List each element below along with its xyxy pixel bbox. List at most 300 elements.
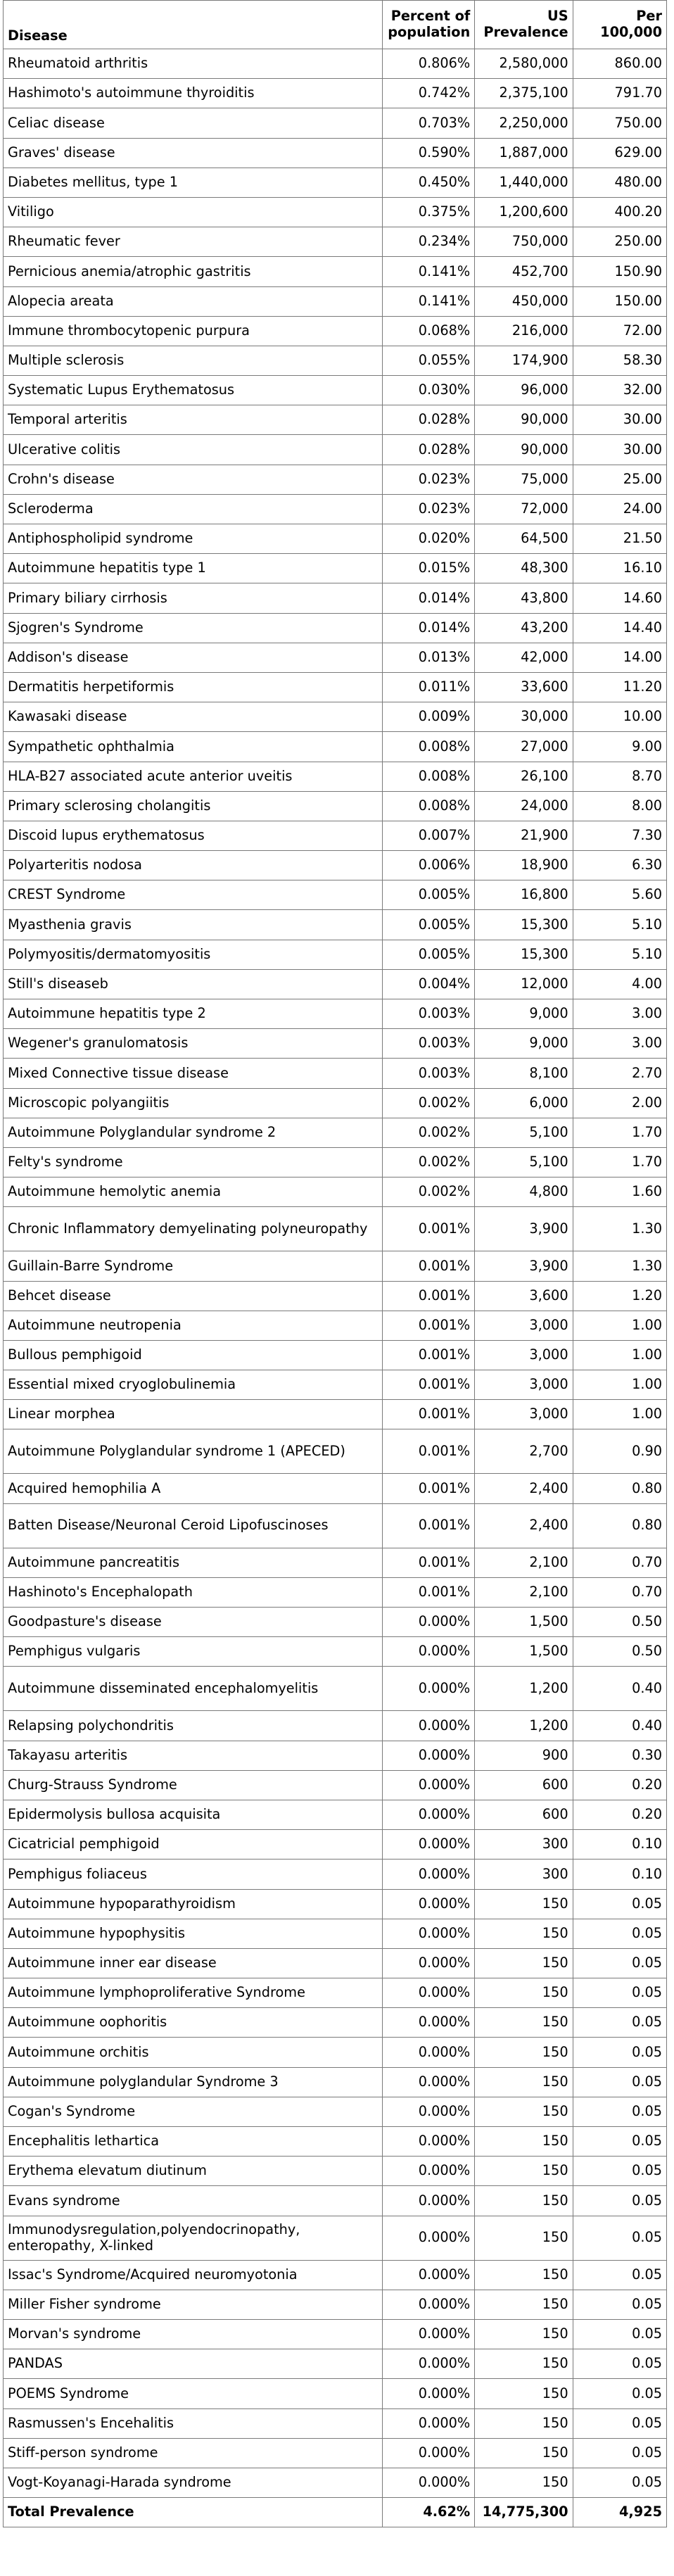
- percent-cell: 0.005%: [383, 940, 475, 969]
- percent-cell: 0.001%: [383, 1400, 475, 1429]
- table-row: [4, 49, 667, 79]
- table-row: [4, 851, 667, 880]
- table-row: [4, 2097, 667, 2126]
- per-100000-cell: 0.05: [573, 1889, 666, 1919]
- percent-cell: 0.009%: [383, 702, 475, 732]
- per-100000-cell: 1.70: [573, 1118, 666, 1147]
- table-body: [4, 49, 667, 2498]
- per-100000-cell: 8.00: [573, 791, 666, 821]
- per-100000-cell: 30.00: [573, 405, 666, 435]
- table-row: [4, 2186, 667, 2216]
- percent-cell: 0.001%: [383, 1281, 475, 1311]
- table-row: [4, 1474, 667, 1503]
- table-row: [4, 316, 667, 346]
- percent-cell: 0.000%: [383, 2290, 475, 2319]
- disease-cell: Alopecia areata: [4, 286, 383, 316]
- per-100000-cell: 0.50: [573, 1637, 666, 1667]
- per-100000-cell: 0.90: [573, 1429, 666, 1474]
- disease-cell: Essential mixed cryoglobulinemia: [4, 1370, 383, 1400]
- disease-cell: Erythema elevatum diutinum: [4, 2157, 383, 2186]
- table-row: [4, 1608, 667, 1637]
- us-prevalence-cell: 2,100: [475, 1577, 573, 1607]
- us-prevalence-cell: 150: [475, 2319, 573, 2349]
- table-row: [4, 1860, 667, 1889]
- table-row: [4, 197, 667, 227]
- us-prevalence-cell: 90,000: [475, 435, 573, 465]
- percent-cell: 0.000%: [383, 1711, 475, 1741]
- percent-cell: 0.000%: [383, 2127, 475, 2157]
- us-prevalence-cell: 150: [475, 2468, 573, 2497]
- disease-cell: Polymyositis/dermatomyositis: [4, 940, 383, 969]
- per-100000-cell: 3.00: [573, 1029, 666, 1059]
- disease-cell: Linear morphea: [4, 1400, 383, 1429]
- percent-cell: 0.450%: [383, 168, 475, 197]
- us-prevalence-cell: 3,000: [475, 1311, 573, 1340]
- us-prevalence-cell: 24,000: [475, 791, 573, 821]
- disease-cell: Bullous pemphigoid: [4, 1340, 383, 1370]
- percent-cell: 0.005%: [383, 880, 475, 910]
- table-row: [4, 79, 667, 108]
- percent-cell: 0.000%: [383, 1800, 475, 1829]
- disease-cell: Churg-Strauss Syndrome: [4, 1770, 383, 1800]
- per-100000-cell: 1.00: [573, 1340, 666, 1370]
- percent-cell: 0.000%: [383, 2216, 475, 2260]
- percent-cell: 0.003%: [383, 999, 475, 1029]
- per-100000-cell: 0.70: [573, 1548, 666, 1577]
- percent-cell: 0.000%: [383, 1667, 475, 1711]
- total-label: Total Prevalence: [4, 2498, 383, 2527]
- per-100000-cell: 24.00: [573, 494, 666, 524]
- percent-cell: 0.013%: [383, 643, 475, 672]
- us-prevalence-cell: 150: [475, 2438, 573, 2468]
- disease-cell: Graves' disease: [4, 138, 383, 168]
- disease-cell: Issac's Syndrome/Acquired neuromyotonia: [4, 2260, 383, 2290]
- percent-cell: 0.001%: [383, 1207, 475, 1251]
- disease-cell: Sympathetic ophthalmia: [4, 732, 383, 762]
- disease-cell: POEMS Syndrome: [4, 2379, 383, 2408]
- table-row: [4, 880, 667, 910]
- table-row: [4, 1281, 667, 1311]
- table-row: [4, 1118, 667, 1147]
- percent-cell: 0.001%: [383, 1577, 475, 1607]
- disease-cell: Autoimmune inner ear disease: [4, 1948, 383, 1978]
- table-row: [4, 643, 667, 672]
- per-100000-cell: 629.00: [573, 138, 666, 168]
- percent-cell: 0.000%: [383, 2097, 475, 2126]
- table-row: [4, 405, 667, 435]
- us-prevalence-cell: 16,800: [475, 880, 573, 910]
- us-prevalence-cell: 26,100: [475, 762, 573, 791]
- disease-cell: Discoid lupus erythematosus: [4, 821, 383, 850]
- table-row: [4, 2038, 667, 2067]
- disease-cell: Hashimoto's autoimmune thyroiditis: [4, 79, 383, 108]
- us-prevalence-cell: 12,000: [475, 969, 573, 999]
- percent-cell: 0.001%: [383, 1503, 475, 1548]
- us-prevalence-cell: 216,000: [475, 316, 573, 346]
- table-row: [4, 2379, 667, 2408]
- us-prevalence-cell: 5,100: [475, 1147, 573, 1177]
- disease-cell: Rasmussen's Encehalitis: [4, 2408, 383, 2438]
- disease-cell: Cicatricial pemphigoid: [4, 1830, 383, 1860]
- percent-cell: 0.000%: [383, 2067, 475, 2097]
- us-prevalence-cell: 150: [475, 1889, 573, 1919]
- per-100000-cell: 0.05: [573, 2067, 666, 2097]
- per-100000-cell: 72.00: [573, 316, 666, 346]
- table-row: [4, 554, 667, 583]
- us-prevalence-cell: 150: [475, 2379, 573, 2408]
- us-prevalence-cell: 150: [475, 1978, 573, 2008]
- percent-cell: 0.000%: [383, 2186, 475, 2216]
- total-percent: 4.62%: [383, 2498, 475, 2527]
- total-per-100000: 4,925: [573, 2498, 666, 2527]
- disease-cell: Epidermolysis bullosa acquisita: [4, 1800, 383, 1829]
- us-prevalence-cell: 150: [475, 2127, 573, 2157]
- us-prevalence-cell: 150: [475, 2290, 573, 2319]
- us-prevalence-cell: 1,887,000: [475, 138, 573, 168]
- percent-cell: 0.068%: [383, 316, 475, 346]
- table-row: [4, 1207, 667, 1251]
- us-prevalence-cell: 2,100: [475, 1548, 573, 1577]
- disease-cell: Primary biliary cirrhosis: [4, 583, 383, 613]
- disease-cell: Vitiligo: [4, 197, 383, 227]
- disease-cell: PANDAS: [4, 2349, 383, 2379]
- us-prevalence-cell: 452,700: [475, 257, 573, 286]
- table-row: [4, 1741, 667, 1770]
- disease-cell: Relapsing polychondritis: [4, 1711, 383, 1741]
- per-100000-cell: 0.05: [573, 2008, 666, 2038]
- us-prevalence-cell: 300: [475, 1830, 573, 1860]
- disease-cell: Autoimmune hypoparathyroidism: [4, 1889, 383, 1919]
- table-row: [4, 524, 667, 554]
- table-row: [4, 2127, 667, 2157]
- us-prevalence-cell: 1,200: [475, 1667, 573, 1711]
- per-100000-cell: 0.05: [573, 2319, 666, 2349]
- per-100000-cell: 0.05: [573, 1919, 666, 1948]
- us-prevalence-cell: 1,440,000: [475, 168, 573, 197]
- us-prevalence-cell: 2,400: [475, 1503, 573, 1548]
- per-100000-cell: 14.40: [573, 613, 666, 643]
- header-per-100000: Per 100,000: [573, 1, 666, 49]
- per-100000-cell: 1.00: [573, 1370, 666, 1400]
- us-prevalence-cell: 450,000: [475, 286, 573, 316]
- disease-cell: Rheumatoid arthritis: [4, 49, 383, 79]
- per-100000-cell: 8.70: [573, 762, 666, 791]
- per-100000-cell: 0.50: [573, 1608, 666, 1637]
- disease-cell: Autoimmune neutropenia: [4, 1311, 383, 1340]
- disease-cell: Pernicious anemia/atrophic gastritis: [4, 257, 383, 286]
- per-100000-cell: 10.00: [573, 702, 666, 732]
- disease-cell: Miller Fisher syndrome: [4, 2290, 383, 2319]
- us-prevalence-cell: 150: [475, 2349, 573, 2379]
- per-100000-cell: 5.10: [573, 910, 666, 940]
- disease-cell: Wegener's granulomatosis: [4, 1029, 383, 1059]
- per-100000-cell: 3.00: [573, 999, 666, 1029]
- per-100000-cell: 250.00: [573, 227, 666, 257]
- disease-cell: Encephalitis lethartica: [4, 2127, 383, 2157]
- us-prevalence-cell: 150: [475, 2186, 573, 2216]
- disease-cell: Morvan's syndrome: [4, 2319, 383, 2349]
- per-100000-cell: 7.30: [573, 821, 666, 850]
- table-row: [4, 435, 667, 465]
- table-row: [4, 1800, 667, 1829]
- us-prevalence-cell: 64,500: [475, 524, 573, 554]
- us-prevalence-cell: 5,100: [475, 1118, 573, 1147]
- us-prevalence-cell: 174,900: [475, 346, 573, 375]
- table-row: [4, 1637, 667, 1667]
- table-row: [4, 138, 667, 168]
- per-100000-cell: 0.05: [573, 2260, 666, 2290]
- us-prevalence-cell: 3,000: [475, 1370, 573, 1400]
- disease-cell: Acquired hemophilia A: [4, 1474, 383, 1503]
- per-100000-cell: 0.05: [573, 1948, 666, 1978]
- us-prevalence-cell: 300: [475, 1860, 573, 1889]
- us-prevalence-cell: 2,250,000: [475, 108, 573, 138]
- us-prevalence-cell: 1,500: [475, 1608, 573, 1637]
- us-prevalence-cell: 8,100: [475, 1059, 573, 1088]
- table-row: [4, 2468, 667, 2497]
- us-prevalence-cell: 27,000: [475, 732, 573, 762]
- us-prevalence-cell: 150: [475, 2097, 573, 2126]
- percent-cell: 0.000%: [383, 2408, 475, 2438]
- disease-cell: Goodpasture's disease: [4, 1608, 383, 1637]
- per-100000-cell: 0.05: [573, 2038, 666, 2067]
- per-100000-cell: 2.00: [573, 1088, 666, 1118]
- us-prevalence-cell: 3,900: [475, 1207, 573, 1251]
- table-row: [4, 1429, 667, 1474]
- per-100000-cell: 4.00: [573, 969, 666, 999]
- table-row: [4, 1770, 667, 1800]
- per-100000-cell: 0.05: [573, 1978, 666, 2008]
- per-100000-cell: 0.05: [573, 2157, 666, 2186]
- percent-cell: 0.001%: [383, 1370, 475, 1400]
- table-row: [4, 702, 667, 732]
- table-row: [4, 2260, 667, 2290]
- per-100000-cell: 0.05: [573, 2438, 666, 2468]
- us-prevalence-cell: 15,300: [475, 910, 573, 940]
- percent-cell: 0.005%: [383, 910, 475, 940]
- percent-cell: 0.703%: [383, 108, 475, 138]
- percent-cell: 0.000%: [383, 2038, 475, 2067]
- percent-cell: 0.028%: [383, 405, 475, 435]
- percent-cell: 0.141%: [383, 257, 475, 286]
- per-100000-cell: 0.05: [573, 2379, 666, 2408]
- per-100000-cell: 0.40: [573, 1667, 666, 1711]
- table-row: [4, 2067, 667, 2097]
- table-row: [4, 168, 667, 197]
- disease-cell: Polyarteritis nodosa: [4, 851, 383, 880]
- per-100000-cell: 11.20: [573, 672, 666, 702]
- disease-cell: Autoimmune Polyglandular syndrome 2: [4, 1118, 383, 1147]
- per-100000-cell: 0.05: [573, 2097, 666, 2126]
- table-row: [4, 108, 667, 138]
- percent-cell: 0.000%: [383, 2157, 475, 2186]
- percent-cell: 0.002%: [383, 1118, 475, 1147]
- percent-cell: 0.014%: [383, 583, 475, 613]
- percent-cell: 0.590%: [383, 138, 475, 168]
- disease-cell: Kawasaki disease: [4, 702, 383, 732]
- disease-cell: Pemphigus foliaceus: [4, 1860, 383, 1889]
- disease-cell: Autoimmune hypophysitis: [4, 1919, 383, 1948]
- us-prevalence-cell: 42,000: [475, 643, 573, 672]
- per-100000-cell: 860.00: [573, 49, 666, 79]
- percent-cell: 0.002%: [383, 1088, 475, 1118]
- table-row: [4, 1948, 667, 1978]
- disease-cell: Autoimmune orchitis: [4, 2038, 383, 2067]
- percent-cell: 0.028%: [383, 435, 475, 465]
- table-row: [4, 583, 667, 613]
- per-100000-cell: 0.40: [573, 1711, 666, 1741]
- per-100000-cell: 0.05: [573, 2186, 666, 2216]
- per-100000-cell: 150.00: [573, 286, 666, 316]
- table-row: [4, 910, 667, 940]
- percent-cell: 0.011%: [383, 672, 475, 702]
- table-row: [4, 2216, 667, 2260]
- per-100000-cell: 1.30: [573, 1207, 666, 1251]
- us-prevalence-cell: 150: [475, 1948, 573, 1978]
- disease-cell: Scleroderma: [4, 494, 383, 524]
- us-prevalence-cell: 2,400: [475, 1474, 573, 1503]
- table-row: [4, 2319, 667, 2349]
- per-100000-cell: 58.30: [573, 346, 666, 375]
- percent-cell: 0.000%: [383, 1830, 475, 1860]
- percent-cell: 0.008%: [383, 732, 475, 762]
- per-100000-cell: 0.70: [573, 1577, 666, 1607]
- table-row: [4, 227, 667, 257]
- disease-cell: Microscopic polyangiitis: [4, 1088, 383, 1118]
- us-prevalence-cell: 33,600: [475, 672, 573, 702]
- percent-cell: 0.000%: [383, 2468, 475, 2497]
- table-row: [4, 346, 667, 375]
- us-prevalence-cell: 9,000: [475, 1029, 573, 1059]
- us-prevalence-cell: 2,700: [475, 1429, 573, 1474]
- percent-cell: 0.000%: [383, 2349, 475, 2379]
- percent-cell: 0.000%: [383, 1741, 475, 1770]
- table-row: [4, 1251, 667, 1281]
- disease-cell: Cogan's Syndrome: [4, 2097, 383, 2126]
- percent-cell: 0.020%: [383, 524, 475, 554]
- table-row: [4, 1830, 667, 1860]
- percent-cell: 0.002%: [383, 1177, 475, 1207]
- per-100000-cell: 750.00: [573, 108, 666, 138]
- per-100000-cell: 1.60: [573, 1177, 666, 1207]
- table-row: [4, 1029, 667, 1059]
- us-prevalence-cell: 600: [475, 1800, 573, 1829]
- percent-cell: 0.000%: [383, 1978, 475, 2008]
- percent-cell: 0.000%: [383, 1637, 475, 1667]
- disease-cell: Autoimmune hepatitis type 2: [4, 999, 383, 1029]
- table-row: [4, 376, 667, 405]
- us-prevalence-cell: 150: [475, 2067, 573, 2097]
- table-row: [4, 2157, 667, 2186]
- disease-cell: Behcet disease: [4, 1281, 383, 1311]
- disease-cell: Antiphospholipid syndrome: [4, 524, 383, 554]
- per-100000-cell: 30.00: [573, 435, 666, 465]
- disease-cell: Crohn's disease: [4, 465, 383, 494]
- disease-cell: Autoimmune pancreatitis: [4, 1548, 383, 1577]
- table-row: [4, 286, 667, 316]
- percent-cell: 0.014%: [383, 613, 475, 643]
- disease-cell: Multiple sclerosis: [4, 346, 383, 375]
- percent-cell: 0.003%: [383, 1029, 475, 1059]
- disease-cell: Autoimmune polyglandular Syndrome 3: [4, 2067, 383, 2097]
- table-row: [4, 999, 667, 1029]
- table-row: [4, 732, 667, 762]
- per-100000-cell: 0.05: [573, 2349, 666, 2379]
- table-row: [4, 1088, 667, 1118]
- percent-cell: 0.001%: [383, 1474, 475, 1503]
- percent-cell: 0.000%: [383, 1608, 475, 1637]
- table-row: [4, 257, 667, 286]
- per-100000-cell: 25.00: [573, 465, 666, 494]
- disease-cell: Hashinoto's Encephalopath: [4, 1577, 383, 1607]
- disease-cell: Pemphigus vulgaris: [4, 1637, 383, 1667]
- us-prevalence-cell: 2,375,100: [475, 79, 573, 108]
- table-row: [4, 2290, 667, 2319]
- percent-cell: 0.000%: [383, 2008, 475, 2038]
- disease-cell: Autoimmune disseminated encephalomyelitis: [4, 1667, 383, 1711]
- us-prevalence-cell: 6,000: [475, 1088, 573, 1118]
- us-prevalence-cell: 21,900: [475, 821, 573, 850]
- disease-cell: Addison's disease: [4, 643, 383, 672]
- us-prevalence-cell: 30,000: [475, 702, 573, 732]
- us-prevalence-cell: 150: [475, 2157, 573, 2186]
- us-prevalence-cell: 96,000: [475, 376, 573, 405]
- us-prevalence-cell: 150: [475, 1919, 573, 1948]
- per-100000-cell: 0.05: [573, 2468, 666, 2497]
- table-row: [4, 969, 667, 999]
- per-100000-cell: 0.20: [573, 1800, 666, 1829]
- percent-cell: 0.008%: [383, 762, 475, 791]
- table-row: [4, 465, 667, 494]
- disease-cell: Dermatitis herpetiformis: [4, 672, 383, 702]
- table-row: [4, 1978, 667, 2008]
- per-100000-cell: 9.00: [573, 732, 666, 762]
- percent-cell: 0.002%: [383, 1147, 475, 1177]
- table-row: [4, 1370, 667, 1400]
- percent-cell: 0.000%: [383, 2319, 475, 2349]
- header-disease: Disease: [4, 1, 383, 49]
- disease-cell: Chronic Inflammatory demyelinating polyneuropathy: [4, 1207, 383, 1251]
- disease-cell: HLA-B27 associated acute anterior uveitis: [4, 762, 383, 791]
- header-us-prevalence: US Prevalence: [475, 1, 573, 49]
- us-prevalence-cell: 15,300: [475, 940, 573, 969]
- prevalence-table: [3, 0, 667, 2527]
- disease-cell: Felty's syndrome: [4, 1147, 383, 1177]
- table-row: [4, 2008, 667, 2038]
- percent-cell: 0.000%: [383, 1948, 475, 1978]
- table-row: [4, 672, 667, 702]
- total-row: [4, 2498, 667, 2527]
- percent-cell: 0.000%: [383, 2438, 475, 2468]
- disease-cell: Celiac disease: [4, 108, 383, 138]
- per-100000-cell: 1.70: [573, 1147, 666, 1177]
- us-prevalence-cell: 600: [475, 1770, 573, 1800]
- us-prevalence-cell: 150: [475, 2008, 573, 2038]
- disease-cell: Myasthenia gravis: [4, 910, 383, 940]
- table-row: [4, 2438, 667, 2468]
- us-prevalence-cell: 48,300: [475, 554, 573, 583]
- disease-cell: Vogt-Koyanagi-Harada syndrome: [4, 2468, 383, 2497]
- percent-cell: 0.234%: [383, 227, 475, 257]
- us-prevalence-cell: 18,900: [475, 851, 573, 880]
- us-prevalence-cell: 150: [475, 2408, 573, 2438]
- percent-cell: 0.000%: [383, 1770, 475, 1800]
- us-prevalence-cell: 3,600: [475, 1281, 573, 1311]
- per-100000-cell: 14.00: [573, 643, 666, 672]
- disease-cell: Autoimmune oophoritis: [4, 2008, 383, 2038]
- us-prevalence-cell: 3,000: [475, 1400, 573, 1429]
- table-row: [4, 1503, 667, 1548]
